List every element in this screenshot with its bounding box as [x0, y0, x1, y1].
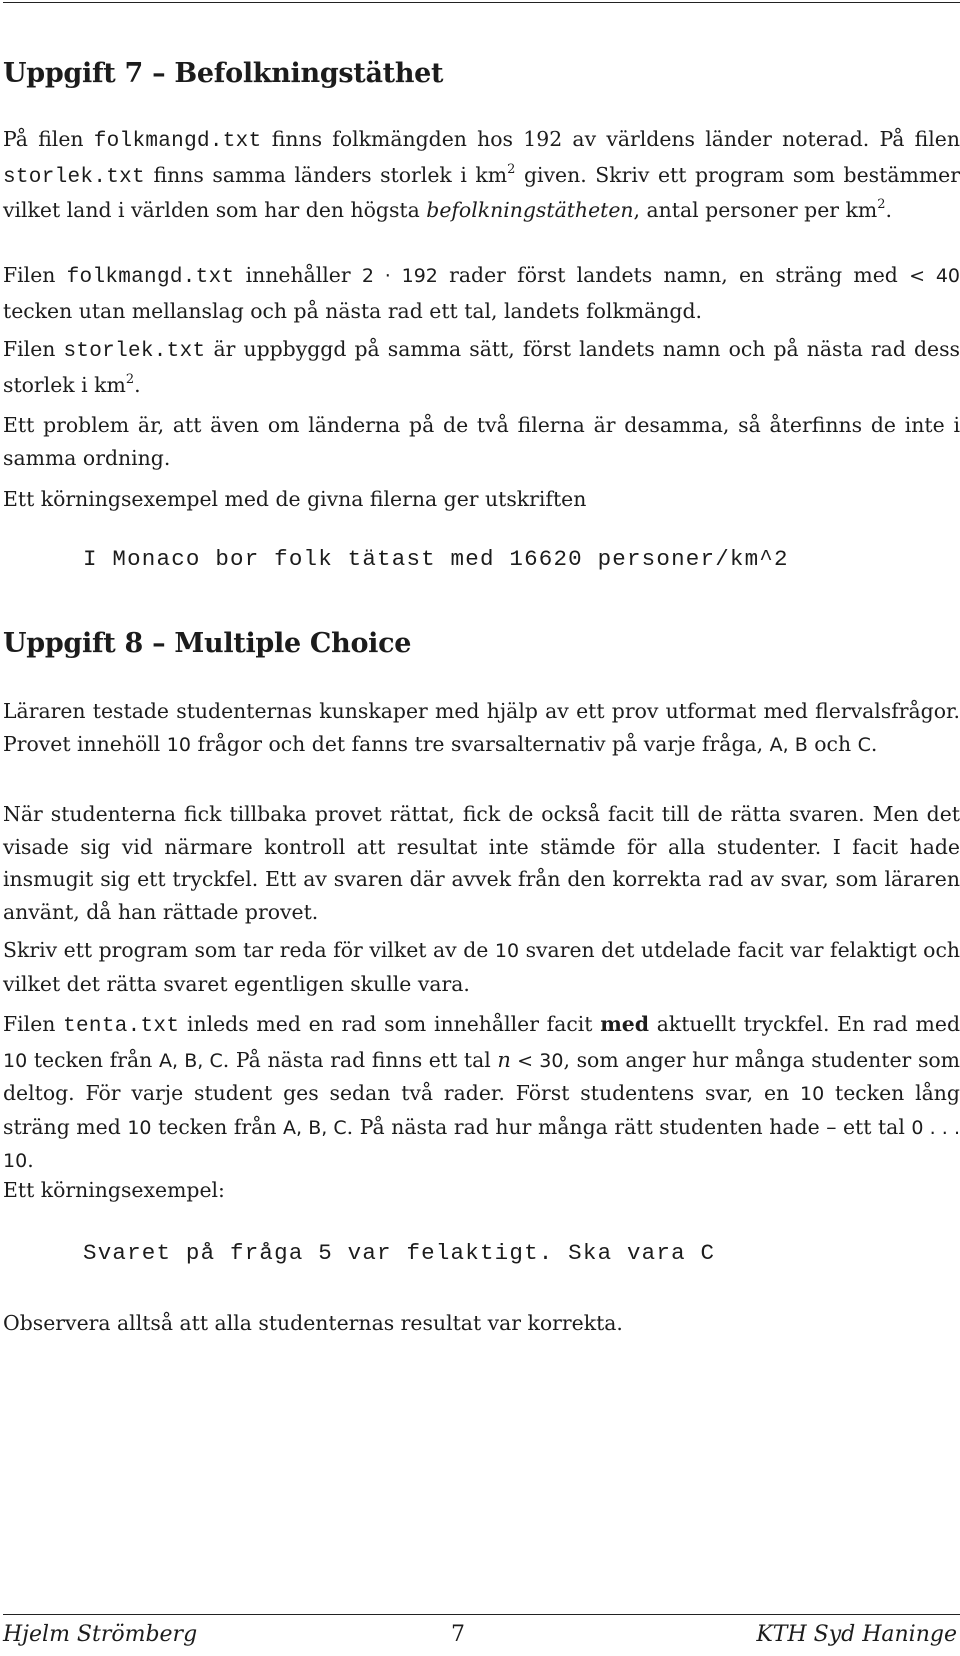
u7-paragraph-5: Ett körningsexempel med de givna filerna ger utskriften	[3, 487, 587, 511]
emphasis: befolkningstätheten	[426, 198, 634, 222]
u8-output-example: Svaret på fråga 5 var felaktigt. Ska vara C	[83, 1240, 716, 1266]
u8-paragraph-2: När studenterna fick tillbaka provet rättat, fick de också facit till de rätta svaren. Men det visade sig vid närmare kontroll att resultat inte stämde för alla studenter. I facit hade insmugit sig ett tryckfel. Ett av svaren där avvek från den korrekta rad av svar, som läraren använt, då han rättade provet.	[3, 802, 960, 924]
u7-output-example: I Monaco bor folk tätast med 16620 personer/km^2	[83, 546, 789, 572]
u8-paragraph-6: Observera alltså att alla studenternas resultat var korrekta.	[3, 1311, 623, 1335]
footer-page-number: 7	[451, 1622, 465, 1647]
u7-paragraph-2: Filen folkmangd.txt innehåller 2 · 192 rader först landets namn, en sträng med < 40 tecken utan mellanslag och på nästa rad ett tal, landets folkmängd.	[3, 263, 960, 323]
footer-institution: KTH Syd Haninge	[756, 1622, 957, 1647]
filename: folkmangd.txt	[66, 266, 235, 289]
u8-paragraph-1: Läraren testade studenternas kunskaper med hjälp av ett prov utformat med flervalsfrågor. Provet innehöll 10 frågor och det fanns tre svarsalternativ på varje fråga, A, B och C.	[3, 699, 960, 756]
u7-heading: Uppgift 7 – Befolkningstäthet	[3, 58, 444, 89]
u8-heading: Uppgift 8 – Multiple Choice	[3, 628, 412, 659]
footer-rule	[3, 1614, 960, 1615]
filename: storlek.txt	[63, 340, 206, 363]
footer-author: Hjelm Strömberg	[3, 1622, 198, 1647]
filename: tenta.txt	[63, 1015, 180, 1038]
u8-paragraph-3: Skriv ett program som tar reda för vilket av de 10 svaren det utdelade facit var felaktigt och vilket det rätta svaret egentligen skulle vara.	[3, 938, 960, 996]
filename: folkmangd.txt	[93, 130, 262, 153]
u7-paragraph-1: På filen folkmangd.txt finns folkmängden hos 192 av världens länder noterad. På filen storlek.txt finns samma länders storlek i $km^2$ given. Skriv ett program som bestämmer vilket land i världen som har den högsta befolkningstätheten, antal personer per $km^2$.	[3, 127, 960, 222]
header-rule	[3, 2, 960, 3]
bold-word: med	[600, 1012, 650, 1036]
u8-paragraph-5: Ett körningsexempel:	[3, 1178, 225, 1202]
u7-paragraph-4: Ett problem är, att även om länderna på de två filerna är desamma, så återfinns de inte i samma ordning.	[3, 413, 960, 470]
document-page	[3, 0, 960, 1656]
filename: storlek.txt	[3, 165, 145, 189]
u8-paragraph-4: Filen tenta.txt inleds med en rad som innehåller facit med aktuellt tryckfel. En rad med 10 tecken från A, B, C. På nästa rad finns ett tal n < 30, som anger hur många studenter som deltog. För varje student ges sedan två rader. Först studentens svar, en 10 tecken lång sträng med 10 tecken från A, B, C. På nästa rad hur många rätt studenten hade – ett tal 0 . . . 10.	[3, 1012, 960, 1172]
u7-paragraph-3: Filen storlek.txt är uppbyggd på samma sätt, först landets namn och på nästa rad dess storlek i $km^2$.	[3, 337, 960, 397]
